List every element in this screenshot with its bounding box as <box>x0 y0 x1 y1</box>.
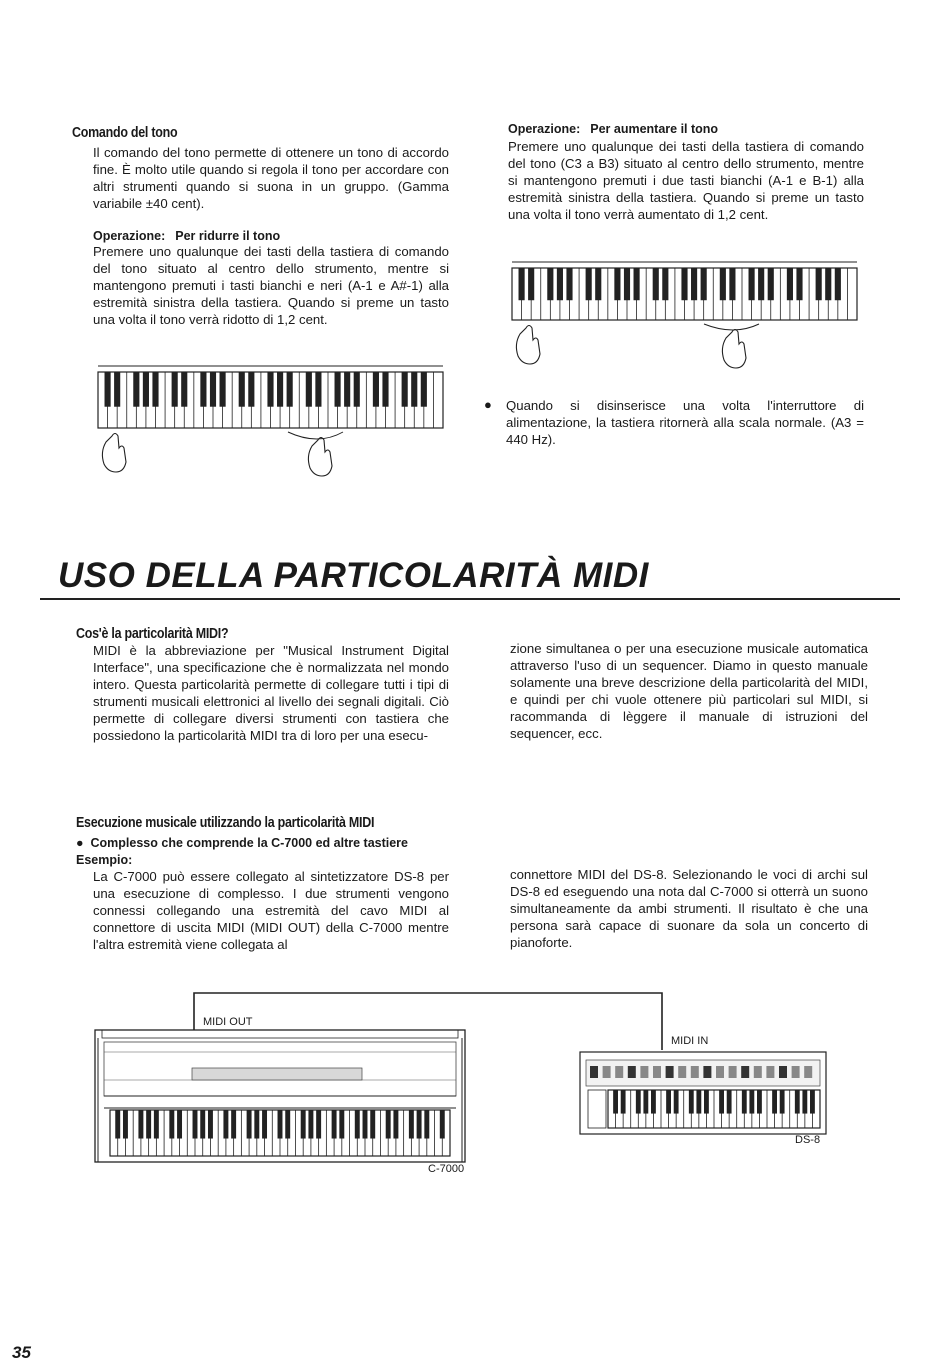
midi-out-label: MIDI OUT <box>203 1016 253 1028</box>
c7000-instrument-drawing <box>95 1030 465 1162</box>
bullet-icon: ● <box>484 397 492 412</box>
example-text-right: connettore MIDI del DS-8. Selezionando le voci di archi sul DS-8 ed eseguendo una nota dal C-7000 si otterrà un suono simultaneamente da ambi strumenti. Il risultato è che una persona sarà capace di suonare da sola un concerto di pianoforte. <box>510 867 868 950</box>
operation-reduce-text: Premere uno qualunque dei tasti della tastiera di comando del tono situato al centro dello strumento, mentre si mantengono premuti i tasti bianchi e neri (A-1 e A#-1) alla estremità sinistra della tastiera. Quando si preme un tasto una volta il tono verrà ridotto di 1,2 cent. <box>93 244 449 327</box>
c7000-label: C-7000 <box>428 1163 465 1175</box>
midi-definition-left: MIDI è la abbreviazione per "Musical Instrument Digital Interface", una specificazione che è normalizzata nel mondo intero. Questa particolarità permette di collegare tutti i tipi di strumenti musicali elettronici al livello dei segnali digitali. Ciò permette di collegare diversi strumenti con tastiera che possiedono la particolarità MIDI tra di loro per una esecu- <box>93 643 449 743</box>
op-title: Per ridurre il tono <box>175 229 281 243</box>
op-title: Per aumentare il tono <box>590 122 719 136</box>
operation-reduce-heading <box>93 229 280 243</box>
section-divider <box>40 598 900 600</box>
subheading-text: Complesso che comprende la C-7000 ed altre tastiere <box>90 836 409 850</box>
midi-definition-right: zione simultanea o per una esecuzione musicale automatica attraverso l'uso di un sequencer. Diamo in questo manuale solamente una breve descrizione della particolarità del MIDI, e quindi per chi vuole ottenere più particolari sul MIDI, si racommanda di lèggere il manuale di istruzioni del sequencer, ecc. <box>510 641 868 741</box>
section-title: USO DELLA PARTICOLARITÀ MIDI <box>58 556 649 595</box>
midi-connection-diagram <box>90 990 830 1180</box>
heading-comando-del-tono: Comando del tono <box>72 125 178 141</box>
midi-in-label: MIDI IN <box>671 1035 709 1047</box>
intro-paragraph: Il comando del tono permette di ottenere un tono di accordo fine. È molto utile quando si regola il tono per accordare con altri strumenti quando si suona in un gruppo. (Gamma variabile ±40 cent). <box>93 145 449 211</box>
ds8-label: DS-8 <box>795 1134 821 1146</box>
bullet-icon: ● <box>76 836 84 850</box>
ds8-instrument-drawing <box>580 1052 826 1134</box>
op-label: Operazione: <box>508 122 581 136</box>
keyboard-illustration-increase <box>512 258 862 378</box>
note-text: Quando si disinserisce una volta l'interruttore di alimentazione, la tastiera ritornerà alla scala normale. (A3 = 440 Hz). <box>506 398 864 447</box>
operation-increase-heading <box>508 122 718 136</box>
subheading-complesso <box>76 836 408 850</box>
operation-increase-text: Premere uno qualunque dei tasti della tastiera di comando del tono (C3 a B3) situato al centro dello strumento, mentre si mantengono premuti i due tasti bianchi (A-1 e B-1) alla estremità sinistra della tastiera. Quando si preme un tasto una volta il tono verrà aumentato di 1,2 cent. <box>508 139 864 222</box>
heading-cose-midi: Cos'è la particolarità MIDI? <box>76 626 229 642</box>
heading-esecuzione-midi: Esecuzione musicale utilizzando la particolarità MIDI <box>76 815 375 831</box>
page-number: 35 <box>12 1343 31 1362</box>
example-label: Esempio: <box>76 853 133 867</box>
op-label: Operazione: <box>93 229 166 243</box>
example-text-left: La C-7000 può essere collegato al sintetizzatore DS-8 per una esecuzione di complesso. I due strumenti vengono connessi collegando una estremità del cavo MIDI al connettore di uscita MIDI (MIDI OUT) della C-7000 mentre l'altra estremità viene collegata al <box>93 869 449 952</box>
keyboard-illustration-reduce <box>98 362 448 482</box>
note-reset-scale <box>484 397 864 448</box>
